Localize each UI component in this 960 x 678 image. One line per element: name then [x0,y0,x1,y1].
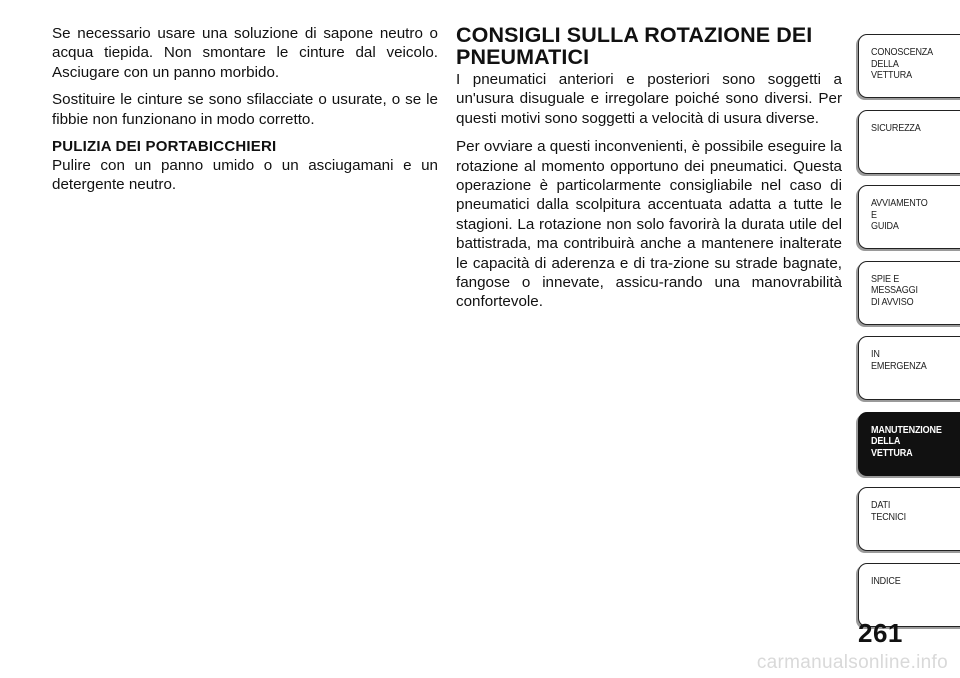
page-number: 261 [858,618,903,648]
tab-in-emergenza[interactable] [858,336,960,400]
tab-avviamento-e-guida[interactable] [858,185,960,249]
tab-label: AVVIAMENTO E GUIDA [871,197,928,232]
right-column [456,24,842,321]
tab-spie-e-messaggi[interactable] [858,261,960,325]
body-paragraph: Per ovviare a questi inconvenienti, è possibile eseguire la rotazione al momento opportuno dei pneumatici. Questa operazione è particolarmente consigliabile nel caso di pneumatici dalla scolpitura accentuata adatta a tutte le stagioni. La rotazione non solo favorirà la durata utile del battistrada, ma contribuirà anche a mantenere inalterate le capacità di aderenza e di tra-zione su strade bagnate, fangose o innevate, assicu-rando una manovrabilità confortevole. [456,138,842,311]
section-heading: PULIZIA DEI PORTABICCHIERI [52,138,277,156]
body-paragraph: Pulire con un panno umido o un asciugamani e un detergente neutro. [52,157,438,194]
watermark: carmanualsonline.info [756,652,948,673]
tab-label: CONOSCENZA DELLA VETTURA [871,46,934,81]
tab-sicurezza[interactable] [858,110,960,174]
tab-dati-tecnici[interactable] [858,487,960,551]
tab-manutenzione-della-vettura[interactable] [858,412,960,476]
left-column [52,24,438,203]
tab-label: INDICE [871,574,901,587]
tab-label: SPIE E MESSAGGI DI AVVISO [871,272,918,308]
tab-label: MANUTENZIONE DELLA VETTURA [871,423,942,459]
tab-label: SICUREZZA [871,121,921,134]
tab-indice[interactable] [858,563,960,627]
tab-conoscenza-della-vettura[interactable] [858,34,960,98]
body-paragraph: Se necessario usare una soluzione di sapone neutro o acqua tiepida. Non smontare le cinture dal veicolo. Asciugare con un panno morbido. [52,25,438,81]
body-paragraph: I pneumatici anteriori e posteriori sono soggetti a un'usura disuguale e irregolare poiché sono diversi. Per questi motivi sono soggetti a velocità di usura diverse. [456,71,842,127]
chapter-tabs [858,34,960,638]
tab-label: IN EMERGENZA [871,348,927,372]
body-paragraph: Sostituire le cinture se sono sfilacciate o usurate, o se le fibbie non funzionano in modo corretto. [52,91,438,128]
tab-label: DATI TECNICI [871,499,906,523]
section-title: CONSIGLI SULLA ROTAZIONE DEI PNEUMATICI [456,23,813,69]
